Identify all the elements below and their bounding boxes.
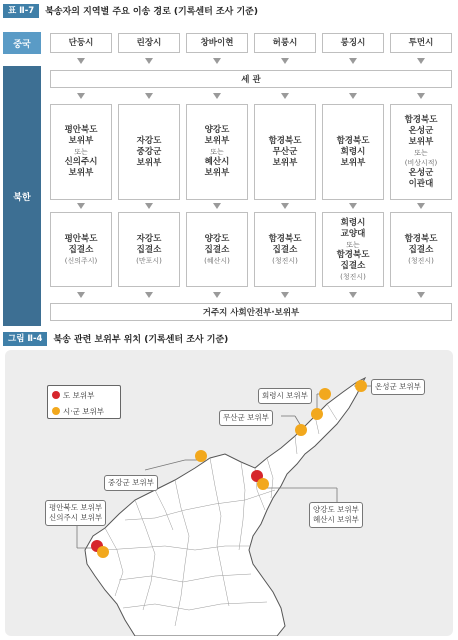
- china-city-box: 창바이현: [186, 33, 248, 53]
- legend-city: [52, 404, 120, 418]
- label-sinuiju: [45, 500, 106, 526]
- camp-line: 자강도: [136, 233, 162, 244]
- down-arrow-icon: [417, 93, 425, 99]
- down-arrow-icon: [281, 93, 289, 99]
- camp-note: (청진시): [408, 256, 434, 265]
- security-line: 보위부: [272, 157, 298, 168]
- camp-line: 집결소: [68, 244, 94, 255]
- camp-note: (혜산시): [204, 256, 230, 265]
- china-city-box: 투먼시: [390, 33, 452, 53]
- label-junggang: 중강군 보위부: [104, 475, 158, 491]
- legend-province: [52, 388, 120, 402]
- camp-note: (청진시): [340, 272, 366, 281]
- down-arrow-icon: [281, 292, 289, 298]
- musan-marker: [295, 424, 307, 436]
- down-arrow-icon: [349, 292, 357, 298]
- down-arrow-icon: [281, 58, 289, 64]
- china-side-label: 중국: [3, 32, 41, 54]
- holding-center-box: [390, 212, 452, 287]
- security-line: 보위부: [408, 136, 434, 147]
- camp-line: 집결소: [408, 244, 434, 255]
- security-line: 신의주시: [64, 157, 98, 167]
- camp-note: (신의주시): [64, 256, 98, 265]
- down-arrow-icon: [213, 93, 221, 99]
- camp-line: 집결소: [136, 244, 162, 255]
- down-arrow-icon: [145, 93, 153, 99]
- security-line: 양강도: [204, 125, 230, 135]
- holding-center-box: [186, 212, 248, 287]
- china-city-box: 린장시: [118, 33, 180, 53]
- camp-line: 집결소: [340, 260, 366, 271]
- camp-line: 함경북도: [336, 249, 370, 260]
- china-city-box: 허룽시: [254, 33, 316, 53]
- sinuiju-marker: [97, 546, 109, 558]
- down-arrow-icon: [145, 203, 153, 209]
- down-arrow-icon: [417, 58, 425, 64]
- map-legend: [47, 385, 121, 419]
- down-arrow-icon: [77, 93, 85, 99]
- down-arrow-icon: [349, 93, 357, 99]
- down-arrow-icon: [77, 58, 85, 64]
- camp-line: 함경북도: [404, 233, 438, 244]
- legend-province-label: 도 보위부: [63, 390, 95, 400]
- onseong-marker: [355, 380, 367, 392]
- nk-side-label: 북한: [3, 66, 41, 326]
- junggang-marker: [195, 450, 207, 462]
- table-caption: [3, 3, 258, 18]
- security-line: 혜산시: [204, 157, 230, 167]
- security-line: 보위부: [204, 136, 230, 146]
- security-office-box: [254, 104, 316, 200]
- label-sinuiju-city: 신의주시 보위부: [49, 513, 103, 522]
- label-hyesan-province: 양강도 보위부: [313, 505, 359, 514]
- holding-center-box: [50, 212, 112, 287]
- final-destination-box: 거주지 사회안전부·보위부: [50, 303, 452, 321]
- camp-line: 교양대: [340, 228, 366, 239]
- camp-line: 회령시: [340, 217, 366, 228]
- security-line: 자강도: [136, 135, 162, 146]
- camp-line: 집결소: [204, 244, 230, 255]
- down-arrow-icon: [213, 58, 221, 64]
- down-arrow-icon: [77, 203, 85, 209]
- china-city-box: 단둥시: [50, 33, 112, 53]
- map-panel: [5, 350, 453, 636]
- down-arrow-icon: [417, 292, 425, 298]
- security-office-box: [186, 104, 248, 200]
- security-line: 이관대: [408, 178, 434, 189]
- province-dot-icon: [52, 391, 60, 399]
- table-tag: 표 Ⅱ-7: [3, 4, 39, 18]
- security-line: 보위부: [68, 136, 94, 146]
- holding-center-box: [118, 212, 180, 287]
- customs-box: 세 관: [50, 70, 452, 88]
- security-line: 함경북도: [336, 135, 370, 146]
- label-hyesan-city: 혜산시 보위부: [313, 515, 359, 524]
- down-arrow-icon: [349, 203, 357, 209]
- security-line: 보위부: [204, 168, 230, 178]
- camp-line: 함경북도: [268, 233, 302, 244]
- security-line: 함경북도: [268, 135, 302, 146]
- down-arrow-icon: [145, 292, 153, 298]
- figure-caption: [3, 331, 228, 346]
- camp-line: 양강도: [204, 233, 230, 244]
- figure-tag: 그림 Ⅱ-4: [3, 332, 47, 346]
- security-office-box: [390, 104, 452, 200]
- security-line: 온성군: [408, 167, 434, 178]
- security-office-box: [118, 104, 180, 200]
- security-line: 중강군: [136, 146, 162, 157]
- down-arrow-icon: [213, 292, 221, 298]
- security-line: 온성군: [408, 125, 434, 136]
- camp-line: 평안북도: [64, 233, 98, 244]
- down-arrow-icon: [349, 58, 357, 64]
- table-title: 북송자의 지역별 주요 이송 경로 (기록센터 조사 기준): [45, 7, 258, 17]
- china-city-box: 룽징시: [322, 33, 384, 53]
- hoeryong-marker: [319, 388, 331, 400]
- security-line: 무산군: [272, 146, 298, 157]
- camp-note: (청진시): [272, 256, 298, 265]
- down-arrow-icon: [145, 58, 153, 64]
- down-arrow-icon: [213, 203, 221, 209]
- figure-title: 북송 관련 보위부 위치 (기록센터 조사 기준): [53, 335, 229, 345]
- security-or: 또는: [414, 148, 428, 157]
- security-line: 보위부: [68, 168, 94, 178]
- security-line: 보위부: [136, 157, 162, 168]
- security-or: 또는: [74, 148, 88, 156]
- security-or: 또는: [210, 148, 224, 156]
- legend-city-label: 시·군 보위부: [63, 406, 104, 416]
- label-hyesan: [309, 502, 363, 528]
- security-office-box: [50, 104, 112, 200]
- security-note: (비상시적): [404, 158, 438, 167]
- holding-center-box: [254, 212, 316, 287]
- down-arrow-icon: [417, 203, 425, 209]
- security-office-box: [322, 104, 384, 200]
- camp-note: 또는: [346, 240, 360, 249]
- down-arrow-icon: [77, 292, 85, 298]
- security-line: 함경북도: [404, 114, 438, 125]
- holding-center-box: [322, 212, 384, 287]
- security-line: 회령시: [340, 146, 366, 157]
- camp-note: (만포시): [136, 256, 162, 265]
- security-line: 보위부: [340, 157, 366, 168]
- label-musan: 무산군 보위부: [219, 410, 273, 426]
- label-onseong: 온성군 보위부: [371, 379, 425, 395]
- city-dot-icon: [52, 407, 60, 415]
- label-hoeryong: 회령시 보위부: [258, 388, 312, 404]
- security-line: 평안북도: [64, 125, 98, 135]
- hoeryong-2-marker: [311, 408, 323, 420]
- label-sinuiju-province: 평안북도 보위부: [49, 503, 103, 512]
- camp-line: 집결소: [272, 244, 298, 255]
- down-arrow-icon: [281, 203, 289, 209]
- hyesan-marker: [257, 478, 269, 490]
